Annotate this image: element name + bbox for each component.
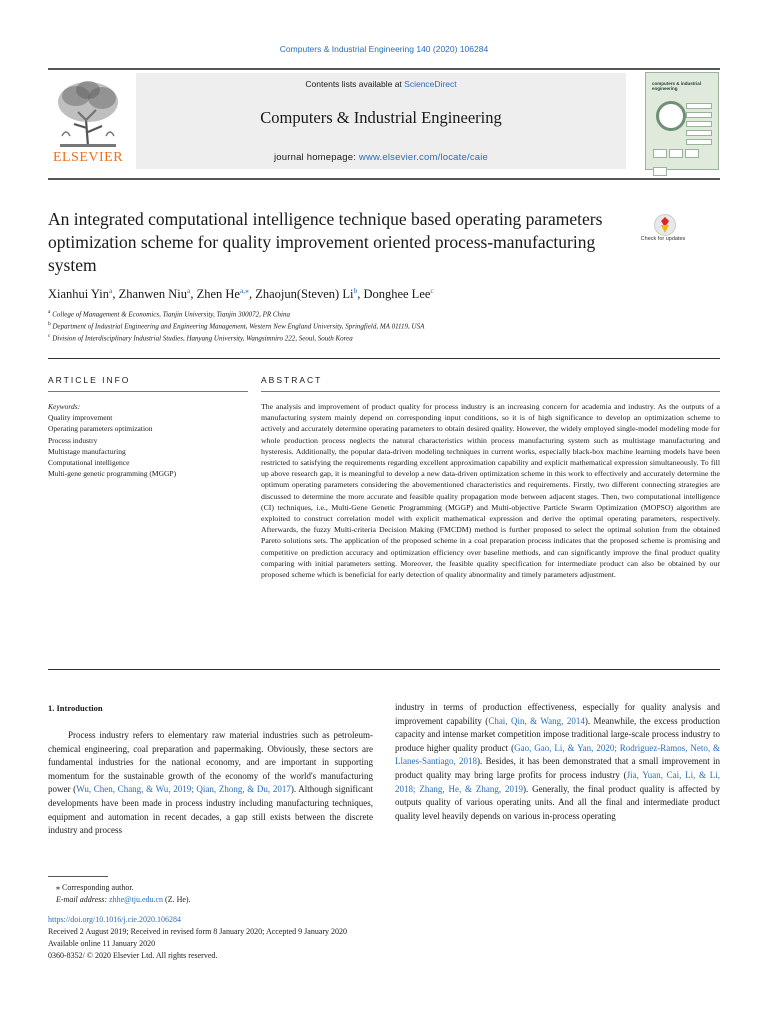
author-name[interactable]: Zhanwen Niu	[118, 287, 187, 302]
header-rule-bottom	[48, 178, 720, 180]
author-affiliation-sup[interactable]: c	[430, 286, 434, 295]
author-affiliation-sup[interactable]: b	[353, 286, 358, 295]
citation-link[interactable]: Chai, Qin, & Wang, 2014	[488, 715, 585, 726]
section-divider	[48, 358, 720, 359]
affiliation-b	[48, 321, 720, 330]
author-affiliation-sup[interactable]: a	[109, 286, 113, 295]
contents-prefix: Contents lists available at	[305, 79, 405, 89]
author-name[interactable]: Xianhui Yin	[48, 287, 109, 302]
affiliation-sup: c	[48, 333, 51, 339]
body-text: ). Meanwhile, the excess production capacity and intense market competition impose traditional large-scale process industry to produce higher quality product (	[395, 715, 720, 753]
affiliation-text: Department of Industrial Engineering and Engineering Management, Western New England University, Springfield, MA 01119, USA	[52, 322, 425, 331]
body-text: industry in terms of production effectiveness, especially for quality analysis and improvement capability (	[395, 702, 720, 726]
citation-link[interactable]: Jia, Yuan, Cai, Li, & Li, 2018; Zhang, He, & Zhang, 2019	[395, 769, 720, 794]
journal-name: Computers & Industrial Engineering	[260, 108, 502, 127]
body-column-left	[48, 729, 373, 838]
body-text: ). Besides, it has been demonstrated that a small improvement in product quality may bring large profits for process industry (	[395, 756, 721, 780]
cover-row	[652, 145, 712, 181]
author-separator: ,	[190, 287, 197, 302]
crossmark-label[interactable]: Check for updates	[640, 236, 686, 242]
affiliation-a	[48, 309, 720, 318]
homepage-link[interactable]: www.elsevier.com/locate/caie	[358, 152, 489, 163]
email-link[interactable]: zhhe@tju.edu.cn	[109, 895, 164, 904]
homepage-prefix: journal homepage:	[273, 152, 359, 163]
keyword-item: Process industry	[48, 435, 98, 445]
available-online: Available online 11 January 2020	[48, 939, 156, 948]
author-name[interactable]: Zhen He	[196, 287, 240, 302]
keyword-item: Computational intelligence	[48, 458, 130, 468]
author-separator: ,	[357, 287, 364, 302]
abstract-text: The analysis and improvement of product quality for process industry is an increasing concern for academia and industry. As the outputs of a manufacturing system mainly depend on corresponding input conditions, so it is of high significance to develop an optimization scheme to actively and accurately determine operating parameters to obtain desired quality. However, the widely employed single-model modeling mode for whole production process neglects the natural characteristics within process manufacturing system such as multistage manufacturing and hysteresis. Additionally, the popular data-driven modeling techniques in current works, especially black-box machine learning models have been restricted to satisfying the requirements regarding excellent approximation capability and explicit mathematical expression simultaneously. To fill up above research gap, it is meaningful to develop a new data-driven optimization scheme in this work to effectively and accurately determine the optimum operating parameters considering the abovementioned characteristics and requirements. Firstly, two different connecting strategies are discussed to determine the more accurate and feasible quality propagation mode between adjacent stages. Then, two computational intelligence (CI) techniques, i.e., Multi-Gene Genetic Programming (MGGP) and Multi-objective Particle Swarm Optimization (MOPSO) algorithm are exploited to construct correlation model with explicit mathematical expression and derive the optimal operating parameters, respectively. Afterwards, the fuzzy Multi-criteria Decision Making (FMCDM) method is further proposed to select the optimal solution from the obtained Pareto solutions sets. The application of the proposed scheme in a coal preparation process indicates that the proposed scheme is promising and competitive on prediction accuracy and optimization efficiency over baseline methods, and can significantly improve the final product quality comparing with initial parameters setting. Moreover, the feasible quality specification for intermediate product can also be obtained by our proposed scheme which is beneficial for early detection of quality abnormality and timely parameters adjustment.	[261, 402, 720, 580]
author-separator: ,	[112, 287, 119, 302]
abstract-rule	[261, 391, 720, 392]
publisher-logo-text: ELSEVIER	[52, 150, 124, 165]
author-separator: ,	[248, 287, 256, 302]
contents-line	[136, 79, 626, 89]
author-affiliation-sup[interactable]: a,⁎	[239, 286, 249, 295]
affiliation-text: College of Management & Economics, Tianjin University, Tianjin 300072, PR China	[52, 310, 290, 319]
author-name[interactable]: Donghee Lee	[363, 287, 431, 302]
keyword-item: Multi-gene genetic programming (MGGP)	[48, 469, 177, 479]
homepage-line	[136, 152, 626, 163]
body-text: ). Generally, the final product quality is affected by outputs quality of various operating units. And all the final and intermediate product quality level heavily depends on various in-process operating	[395, 783, 721, 821]
sciencedirect-link[interactable]: ScienceDirect	[404, 79, 457, 89]
article-info-rule	[48, 391, 248, 392]
affiliation-c	[48, 333, 720, 342]
abstract-heading: ABSTRACT	[261, 375, 323, 385]
cover-grid	[686, 103, 712, 148]
doi-link[interactable]: https://doi.org/10.1016/j.cie.2020.106284	[48, 915, 181, 924]
email-label: E-mail address:	[56, 895, 110, 904]
header-rule-top	[48, 68, 720, 70]
introduction-heading: 1. Introduction	[48, 703, 103, 713]
citation-link[interactable]: Wu, Chen, Chang, & Wu, 2019; Qian, Zhong, & Du, 2017	[76, 784, 291, 795]
keyword-item: Multistage manufacturing	[48, 446, 126, 456]
citation-link[interactable]: Gao, Gao, Li, & Yan, 2020; Rodriguez-Ramos, Neto, & Llanes-Santiago, 2018	[395, 742, 721, 767]
publication-info	[48, 914, 468, 962]
body-column-right	[395, 701, 720, 823]
journal-citation-link[interactable]: Computers & Industrial Engineering 140 (2020) 106284	[279, 44, 489, 54]
affiliation-text: Division of Interdisciplinary Industrial Studies, Hanyang University, Wangsimniro 222, Seoul, South Korea	[52, 334, 353, 343]
journal-cover-thumbnail[interactable]	[645, 72, 719, 170]
author-affiliation-sup[interactable]: a	[186, 286, 191, 295]
corresponding-author-note: ⁎ Corresponding author.	[56, 883, 134, 892]
crossmark-glyph-icon	[655, 215, 675, 235]
affiliation-sup: a	[48, 309, 51, 315]
paragraph	[48, 729, 373, 838]
affiliation-sup: b	[48, 321, 51, 327]
keyword-item: Quality improvement	[48, 413, 113, 423]
copyright: 0360-8352/ © 2020 Elsevier Ltd. All rights reserved.	[48, 951, 218, 960]
keywords-label: Keywords:	[48, 402, 81, 411]
author-name[interactable]: Zhaojun(Steven) Li	[255, 287, 354, 302]
email-suffix: (Z. He).	[163, 895, 191, 904]
cover-title: computers & industrial engineering	[652, 81, 702, 91]
footnote-rule	[48, 876, 108, 877]
received-dates: Received 2 August 2019; Received in revised form 8 January 2020; Accepted 9 January 2020	[48, 927, 348, 936]
body-text: Process industry refers to elementary raw material industries such as petroleum-chemical engineering, coal preparation and papermaking. Obviously, these sectors are fundamental industries for the national economy, and are important in supporting momentum for the sustainable growth of the economy of the world's manufacturing power (	[48, 730, 373, 795]
article-title: An integrated computational intelligence technique based operating parameters optimization scheme for quality improvement oriented process-manufacturing system	[48, 209, 603, 275]
keywords-block	[48, 401, 248, 479]
section-divider	[48, 669, 720, 670]
cover-ring-icon	[656, 101, 686, 131]
crossmark-icon[interactable]	[654, 214, 676, 236]
keyword-item: Operating parameters optimization	[48, 424, 153, 434]
article-info-heading: ARTICLE INFO	[48, 375, 131, 385]
body-text: ). Although significant developments have been made in process industry including manufacturing techniques, equipment and automation in recent decades, a gap still exists between the discrete industry and process	[48, 784, 373, 836]
email-line	[48, 894, 373, 906]
footnote	[48, 882, 373, 906]
author-list	[48, 286, 720, 302]
